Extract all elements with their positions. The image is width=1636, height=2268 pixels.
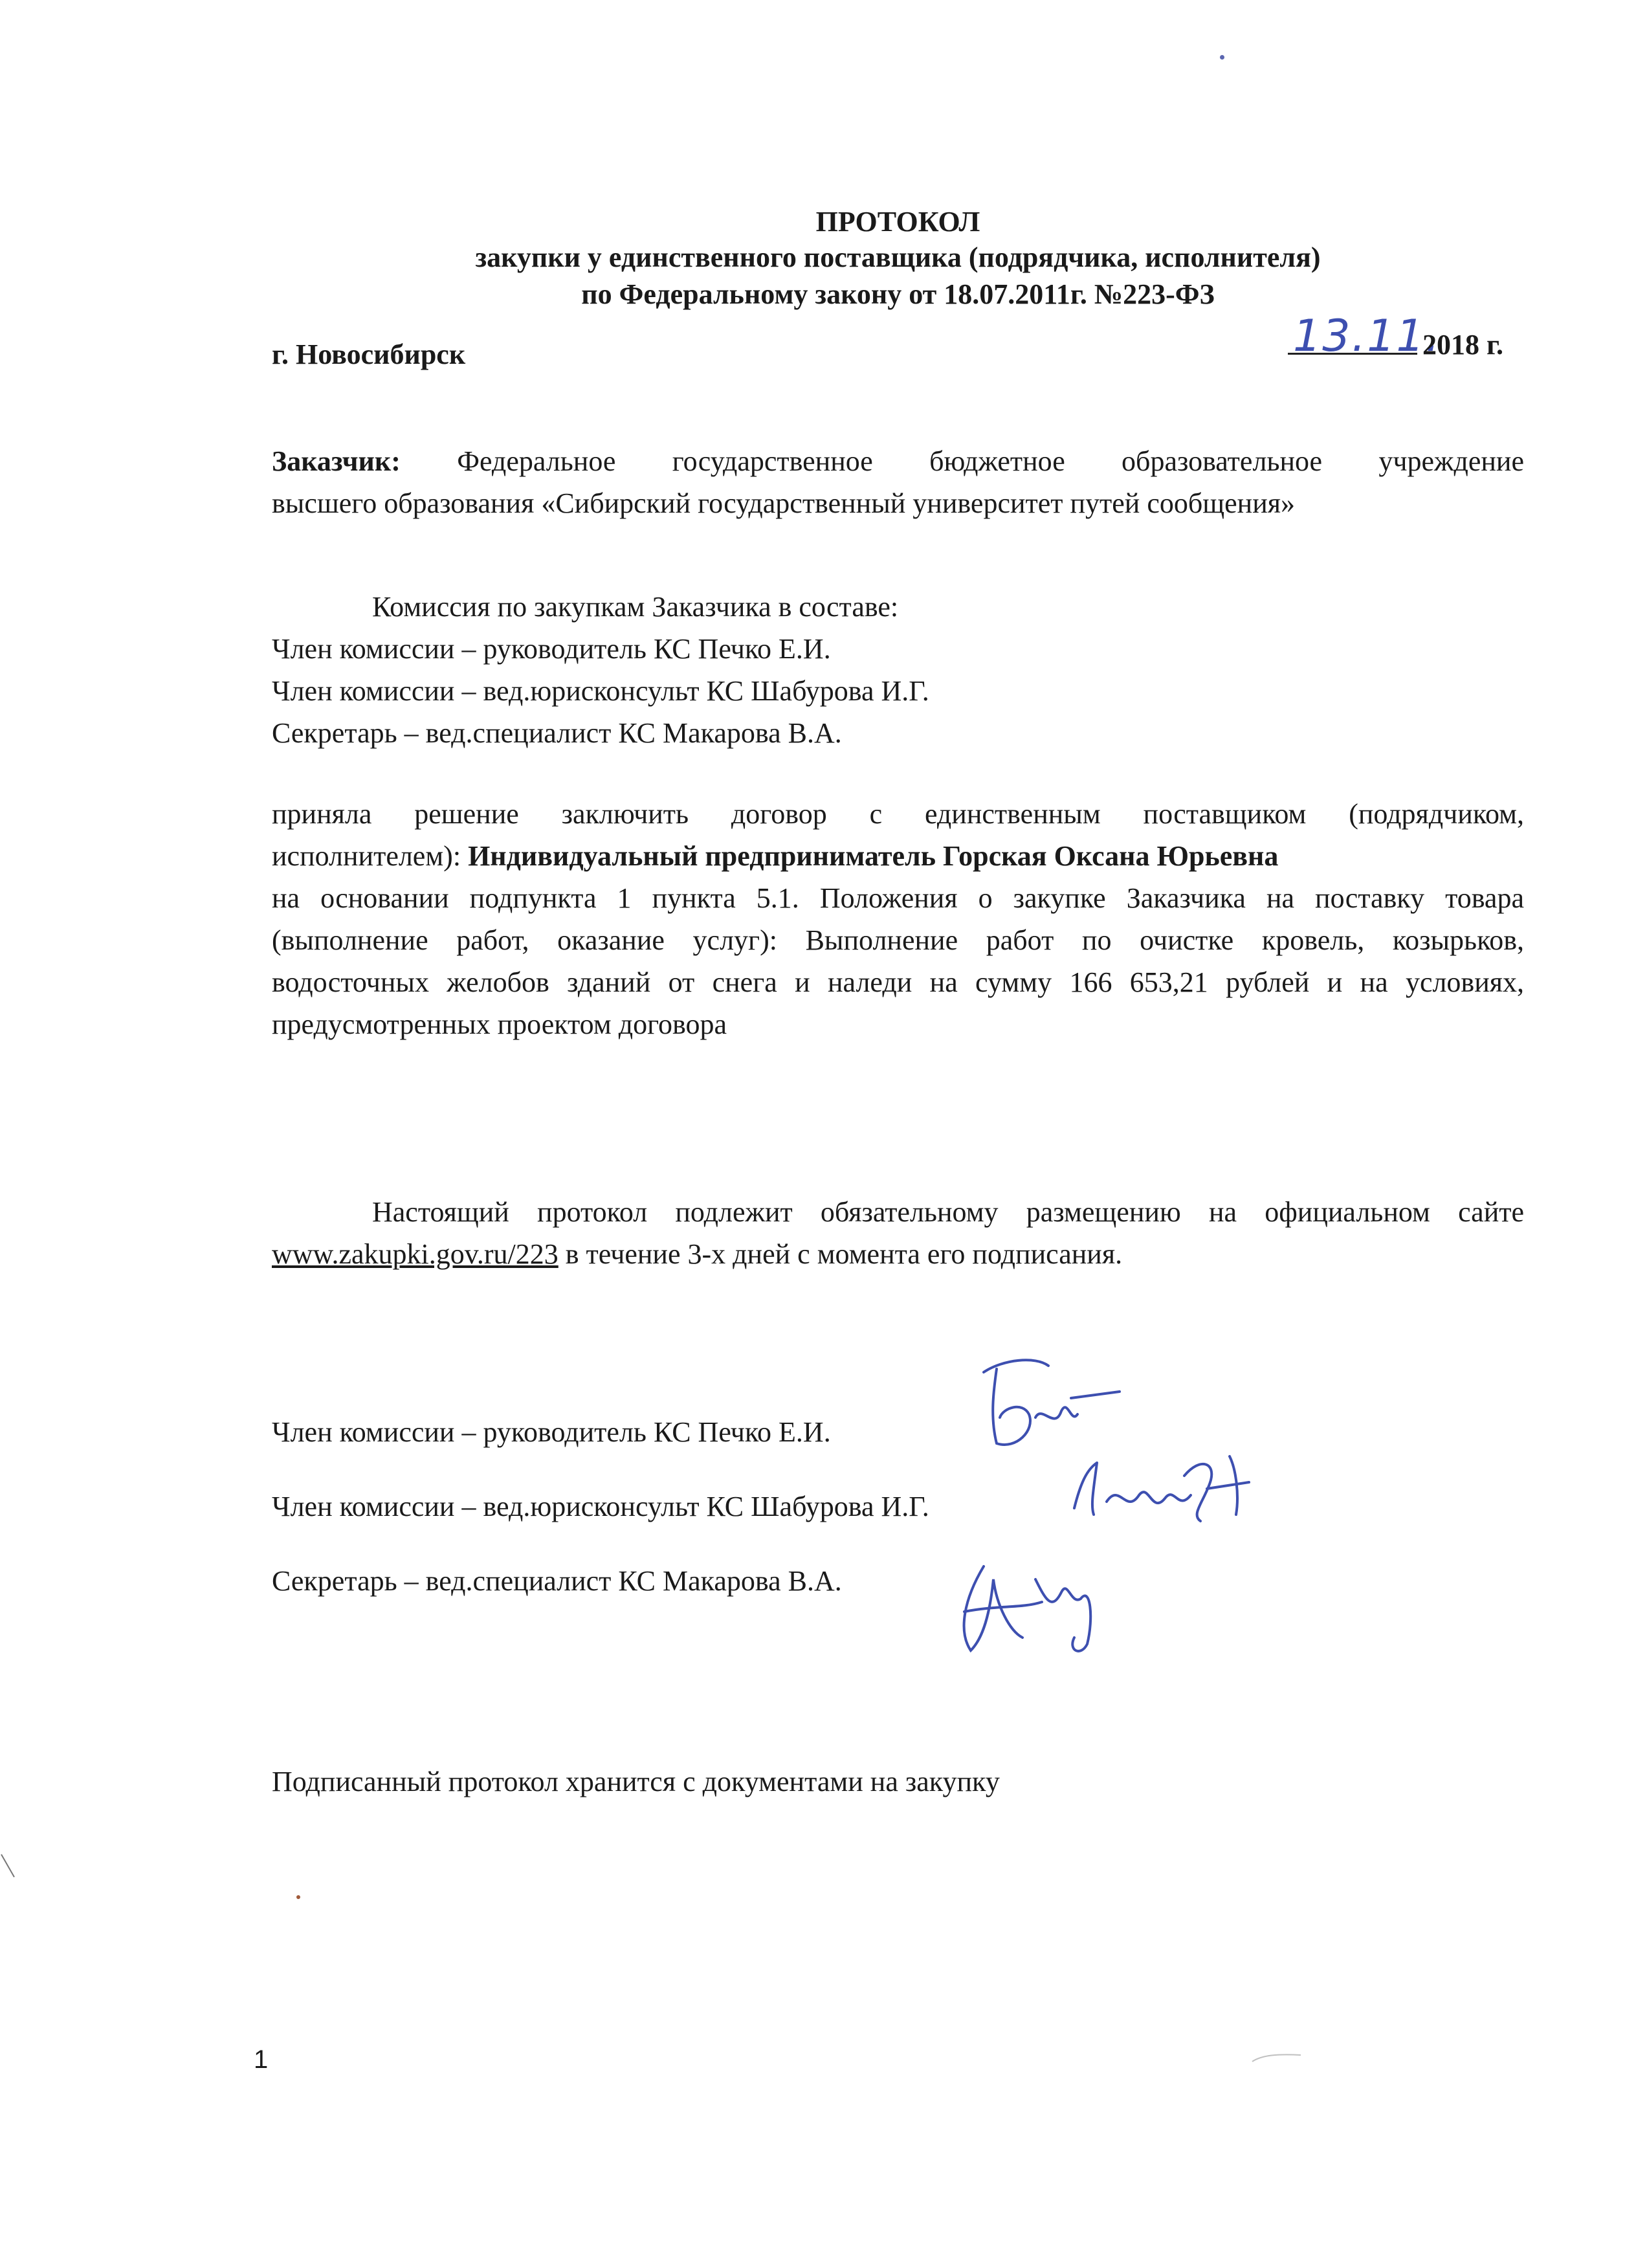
signature-line-1: Член комиссии – руководитель КС Печко Е.И. <box>272 1416 831 1448</box>
publication-line-1: Настоящий протокол подлежит обязательному размещению на официальном сайте <box>372 1196 1524 1228</box>
scan-speck <box>296 1895 300 1899</box>
signature-line-3: Секретарь – вед.специалист КС Макарова В.А. <box>272 1565 842 1597</box>
document-title: ПРОТОКОЛ <box>815 206 980 238</box>
commission-member-3: Секретарь – вед.специалист КС Макарова В.А. <box>272 717 842 749</box>
customer-line-2: высшего образования «Сибирский государственный университет путей сообщения» <box>272 487 1296 519</box>
scan-faint-mark <box>1249 2049 1307 2068</box>
commission-member-1: Член комиссии – руководитель КС Печко Е.И. <box>272 633 831 665</box>
handwritten-date: 13.11. <box>1293 311 1441 362</box>
scan-edge-mark <box>0 1851 19 1890</box>
signature-shaburova-image <box>1061 1443 1268 1534</box>
document-subtitle: закупки у единственного поставщика (подрядчика, исполнителя) <box>475 241 1321 273</box>
customer-name-part1: Федеральное государственное бюджетное образовательное учреждение <box>457 445 1524 477</box>
document-law-reference: по Федеральному закону от 18.07.2011г. №223-ФЗ <box>581 278 1215 310</box>
decision-line-6: предусмотренных проектом договора <box>272 1008 727 1040</box>
scan-speck <box>1220 55 1224 60</box>
commission-member-2: Член комиссии – вед.юрисконсульт КС Шабурова И.Г. <box>272 675 929 707</box>
publication-line-2 <box>272 1233 1524 1275</box>
customer-line-1 <box>272 440 1524 482</box>
decision-line-2 <box>272 835 1524 877</box>
supplier-name: Индивидуальный предприниматель Горская Оксана Юрьевна <box>468 840 1279 872</box>
decision-prefix: исполнителем): <box>272 840 469 872</box>
footer-note: Подписанный протокол хранится с документами на закупку <box>272 1766 1000 1797</box>
place-of-issue: г. Новосибирск <box>272 339 466 370</box>
signature-makarova-image <box>938 1540 1120 1663</box>
decision-line-4: (выполнение работ, оказание услуг): Выполнение работ по очистке кровель, козырьков, <box>272 924 1524 956</box>
commission-intro: Комиссия по закупкам Заказчика в составе: <box>372 591 899 623</box>
decision-line-3: на основании подпункта 1 пункта 5.1. Положения о закупке Заказчика на поставку товара <box>272 882 1524 914</box>
signature-line-2: Член комиссии – вед.юрисконсульт КС Шабурова И.Г. <box>272 1491 929 1522</box>
page-number: 1 <box>254 2045 269 2074</box>
date-year: 2018 г. <box>1422 329 1504 361</box>
decision-line-5: водосточных желобов зданий от снега и наледи на сумму 166 653,21 рублей и на условиях, <box>272 966 1524 998</box>
publication-suffix: в течение 3-х дней с момента его подписания. <box>558 1238 1123 1270</box>
decision-line-1: приняла решение заключить договор с единственным поставщиком (подрядчиком, <box>272 798 1524 830</box>
zakupki-link[interactable]: www.zakupki.gov.ru/223 <box>272 1238 558 1270</box>
customer-label: Заказчик: <box>272 445 401 477</box>
